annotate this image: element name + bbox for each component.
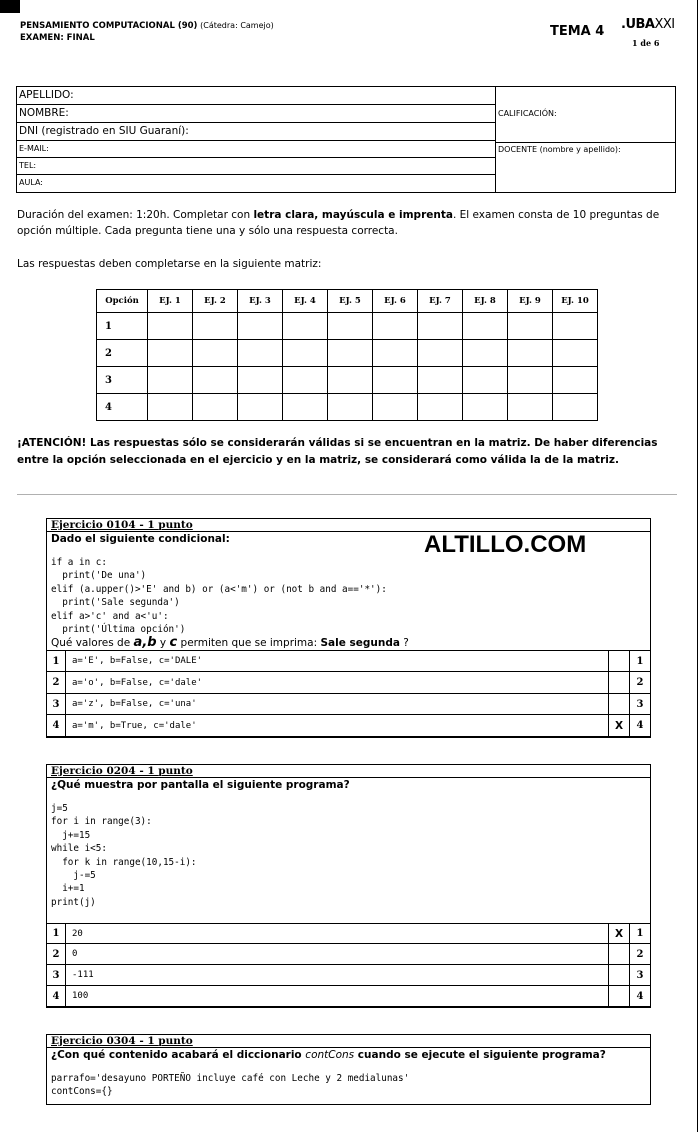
corner-mark xyxy=(0,0,20,13)
option-number-right: 4 xyxy=(630,986,651,1007)
matrix-header-col: EJ. 4 xyxy=(283,290,328,313)
question-text: ¿Con qué contenido acabará el diccionario xyxy=(51,1049,306,1061)
matrix-cell[interactable] xyxy=(148,394,193,421)
question-text-end: cuando se ejecute el siguiente programa? xyxy=(354,1049,606,1061)
exercise-0304 xyxy=(46,1034,651,1105)
option-mark[interactable] xyxy=(609,944,630,965)
prompt-end: ? xyxy=(399,637,409,650)
instructions-text: Duración del examen: 1:20h. Completar con xyxy=(17,209,254,221)
student-fields xyxy=(17,87,496,192)
code-block: parrafo='desayuno PORTEÑO incluye café con Leche y 2 medialunas' contCons={} xyxy=(51,1073,410,1098)
option-number: 4 xyxy=(47,715,66,737)
matrix-cell[interactable] xyxy=(553,313,598,340)
field-email[interactable]: E-MAIL: xyxy=(17,141,495,158)
uba-logo xyxy=(621,17,675,32)
matrix-row xyxy=(97,367,598,394)
matrix-cell[interactable] xyxy=(283,394,328,421)
chair-name: (Cátedra: Camejo) xyxy=(200,21,274,30)
matrix-cell[interactable] xyxy=(418,313,463,340)
option-mark[interactable]: X xyxy=(609,715,630,737)
exam-header xyxy=(20,20,274,44)
matrix-cell[interactable] xyxy=(193,340,238,367)
matrix-cell[interactable] xyxy=(283,313,328,340)
matrix-cell[interactable] xyxy=(193,367,238,394)
matrix-row xyxy=(97,394,598,421)
matrix-cell[interactable] xyxy=(373,313,418,340)
matrix-cell[interactable] xyxy=(238,313,283,340)
var-b: b xyxy=(147,635,157,651)
answer-matrix xyxy=(96,289,598,421)
instructions-matrix: Las respuestas deben completarse en la siguiente matriz: xyxy=(17,258,322,270)
option-text: 0 xyxy=(66,944,609,965)
matrix-header-col: EJ. 9 xyxy=(508,290,553,313)
var-a: a xyxy=(133,635,143,651)
option-row[interactable] xyxy=(47,965,650,986)
separator-line xyxy=(17,494,677,495)
options-table xyxy=(47,650,650,737)
prompt-and: y xyxy=(156,637,170,650)
divider xyxy=(496,142,675,143)
option-number: 3 xyxy=(47,694,66,715)
instructions-text-end: . El examen consta de 10 preguntas de opción múltiple. Cada pregunta tiene una y sólo una respuesta correcta. xyxy=(17,209,660,237)
matrix-header-option: Opción xyxy=(97,290,148,313)
code-block: j=5 for i in range(3): j+=15 while i<5: for k in range(10,15-i): j-=5 i+=1 print(j) xyxy=(51,803,197,908)
exercise-question xyxy=(47,1048,650,1062)
option-number-right: 3 xyxy=(630,694,651,715)
uba-logo-suffix: XXI xyxy=(654,17,675,32)
option-mark[interactable] xyxy=(609,651,630,672)
matrix-cell[interactable] xyxy=(238,367,283,394)
watermark: ALTILLO.COM xyxy=(424,531,587,558)
exam-type: EXAMEN: FINAL xyxy=(20,33,95,43)
matrix-header-col: EJ. 10 xyxy=(553,290,598,313)
matrix-cell[interactable] xyxy=(373,340,418,367)
option-number: 1 xyxy=(47,924,66,944)
option-number-right: 1 xyxy=(630,651,651,672)
matrix-cell[interactable] xyxy=(238,394,283,421)
field-tel[interactable]: TEL: xyxy=(17,158,495,175)
option-mark[interactable] xyxy=(609,694,630,715)
matrix-cell[interactable] xyxy=(553,340,598,367)
exercise-title: Ejercicio 0204 - 1 punto xyxy=(47,765,650,778)
matrix-cell[interactable] xyxy=(193,313,238,340)
field-dni[interactable]: DNI (registrado en SIU Guaraní): xyxy=(17,123,495,141)
option-number: 2 xyxy=(47,944,66,965)
matrix-header-col: EJ. 7 xyxy=(418,290,463,313)
option-row[interactable] xyxy=(47,672,650,694)
matrix-cell[interactable] xyxy=(328,394,373,421)
option-mark[interactable] xyxy=(609,965,630,986)
matrix-cell[interactable] xyxy=(328,313,373,340)
matrix-cell[interactable] xyxy=(463,367,508,394)
matrix-cell[interactable] xyxy=(508,367,553,394)
matrix-cell[interactable] xyxy=(418,394,463,421)
matrix-header-col: EJ. 8 xyxy=(463,290,508,313)
matrix-cell[interactable] xyxy=(373,367,418,394)
grading-fields xyxy=(496,87,675,192)
matrix-cell[interactable] xyxy=(418,367,463,394)
option-text: a='E', b=False, c='DALE' xyxy=(66,651,609,672)
field-apellido[interactable]: APELLIDO: xyxy=(17,87,495,105)
option-mark[interactable]: X xyxy=(609,924,630,944)
matrix-cell[interactable] xyxy=(193,394,238,421)
options-table xyxy=(47,923,650,1007)
option-text: -111 xyxy=(66,965,609,986)
option-row[interactable] xyxy=(47,944,650,965)
attention-notice: ¡ATENCIÓN! Las respuestas sólo se considerarán válidas si se encuentran en la matriz. De haber diferencias entre la opción seleccionada en el ejercicio y en la matriz, se considerará como válida la de la matriz. xyxy=(17,437,658,466)
exercise-question: ¿Qué muestra por pantalla el siguiente programa? xyxy=(51,779,350,791)
matrix-cell[interactable] xyxy=(328,340,373,367)
option-number: 4 xyxy=(47,986,66,1007)
field-aula[interactable]: AULA: xyxy=(19,178,43,187)
matrix-cell[interactable] xyxy=(463,394,508,421)
student-info-box xyxy=(16,86,676,193)
uba-logo-main: .UBA xyxy=(621,17,655,32)
matrix-cell[interactable] xyxy=(373,394,418,421)
option-mark[interactable] xyxy=(609,672,630,694)
course-name: PENSAMIENTO COMPUTACIONAL (90) xyxy=(20,21,198,31)
matrix-cell[interactable] xyxy=(148,340,193,367)
matrix-header-col: EJ. 2 xyxy=(193,290,238,313)
matrix-cell[interactable] xyxy=(463,313,508,340)
matrix-cell[interactable] xyxy=(553,394,598,421)
option-row[interactable] xyxy=(47,924,650,944)
option-row[interactable] xyxy=(47,694,650,715)
matrix-cell[interactable] xyxy=(238,340,283,367)
exercise-question: Dado el siguiente condicional: xyxy=(51,533,230,545)
exercise-prompt xyxy=(47,636,650,650)
prompt-comma: , xyxy=(142,635,148,651)
matrix-header-col: EJ. 1 xyxy=(148,290,193,313)
matrix-cell[interactable] xyxy=(328,367,373,394)
matrix-cell[interactable] xyxy=(508,313,553,340)
instructions-duration xyxy=(17,207,682,239)
exercise-title: Ejercicio 0304 - 1 punto xyxy=(47,1035,650,1048)
matrix-cell[interactable] xyxy=(418,340,463,367)
prompt-target: Sale segunda xyxy=(320,637,400,650)
option-text: a='m', b=True, c='dale' xyxy=(66,715,609,737)
matrix-cell[interactable] xyxy=(283,340,328,367)
option-row[interactable] xyxy=(47,986,650,1007)
instructions-emphasis: letra clara, mayúscula e imprenta xyxy=(253,209,453,221)
tema-label: TEMA 4 xyxy=(550,24,605,39)
option-number-right: 2 xyxy=(630,672,651,694)
question-varname: contCons xyxy=(305,1049,355,1061)
option-number-right: 1 xyxy=(630,924,651,944)
option-number: 2 xyxy=(47,672,66,694)
option-text: a='z', b=False, c='una' xyxy=(66,694,609,715)
matrix-header-col: EJ. 3 xyxy=(238,290,283,313)
option-row[interactable] xyxy=(47,651,650,672)
matrix-cell[interactable] xyxy=(508,394,553,421)
field-calificacion[interactable]: CALIFICACIÓN: xyxy=(498,109,557,118)
option-text: 100 xyxy=(66,986,609,1007)
matrix-cell[interactable] xyxy=(148,313,193,340)
option-text: 20 xyxy=(66,924,609,944)
matrix-header-col: EJ. 5 xyxy=(328,290,373,313)
option-number: 1 xyxy=(47,651,66,672)
exercise-title: Ejercicio 0104 - 1 punto xyxy=(47,519,650,532)
option-number-right: 2 xyxy=(630,944,651,965)
field-nombre[interactable]: NOMBRE: xyxy=(17,105,495,123)
option-mark[interactable] xyxy=(609,986,630,1007)
matrix-cell[interactable] xyxy=(283,367,328,394)
matrix-row-label: 3 xyxy=(97,367,148,394)
matrix-row xyxy=(97,340,598,367)
matrix-row-label: 4 xyxy=(97,394,148,421)
code-block: if a in c: print('De una') elif (a.upper()>'E' and b) or (a<'m') or (not b and a=='*'): print('Sale segunda') elif a>'c' and a<'u': print('Última opción') xyxy=(51,557,387,636)
matrix-cell[interactable] xyxy=(463,340,508,367)
matrix-row-label: 1 xyxy=(97,313,148,340)
matrix-cell[interactable] xyxy=(508,340,553,367)
var-c: c xyxy=(169,635,178,651)
matrix-cell[interactable] xyxy=(553,367,598,394)
exercise-0204 xyxy=(46,764,651,1008)
option-number-right: 3 xyxy=(630,965,651,986)
field-docente[interactable]: DOCENTE (nombre y apellido): xyxy=(498,145,621,154)
prompt-text: Qué valores de xyxy=(51,637,134,650)
option-number-right: 4 xyxy=(630,715,651,737)
prompt-text-2: permiten que se imprima: xyxy=(177,637,321,650)
matrix-row-label: 2 xyxy=(97,340,148,367)
matrix-row xyxy=(97,313,598,340)
matrix-header-col: EJ. 6 xyxy=(373,290,418,313)
matrix-cell[interactable] xyxy=(148,367,193,394)
option-row[interactable] xyxy=(47,715,650,737)
page-border-line xyxy=(697,0,698,1132)
page-number: 1 de 6 xyxy=(632,38,660,48)
matrix-header-row xyxy=(97,290,598,313)
option-number: 3 xyxy=(47,965,66,986)
option-text: a='o', b=False, c='dale' xyxy=(66,672,609,694)
